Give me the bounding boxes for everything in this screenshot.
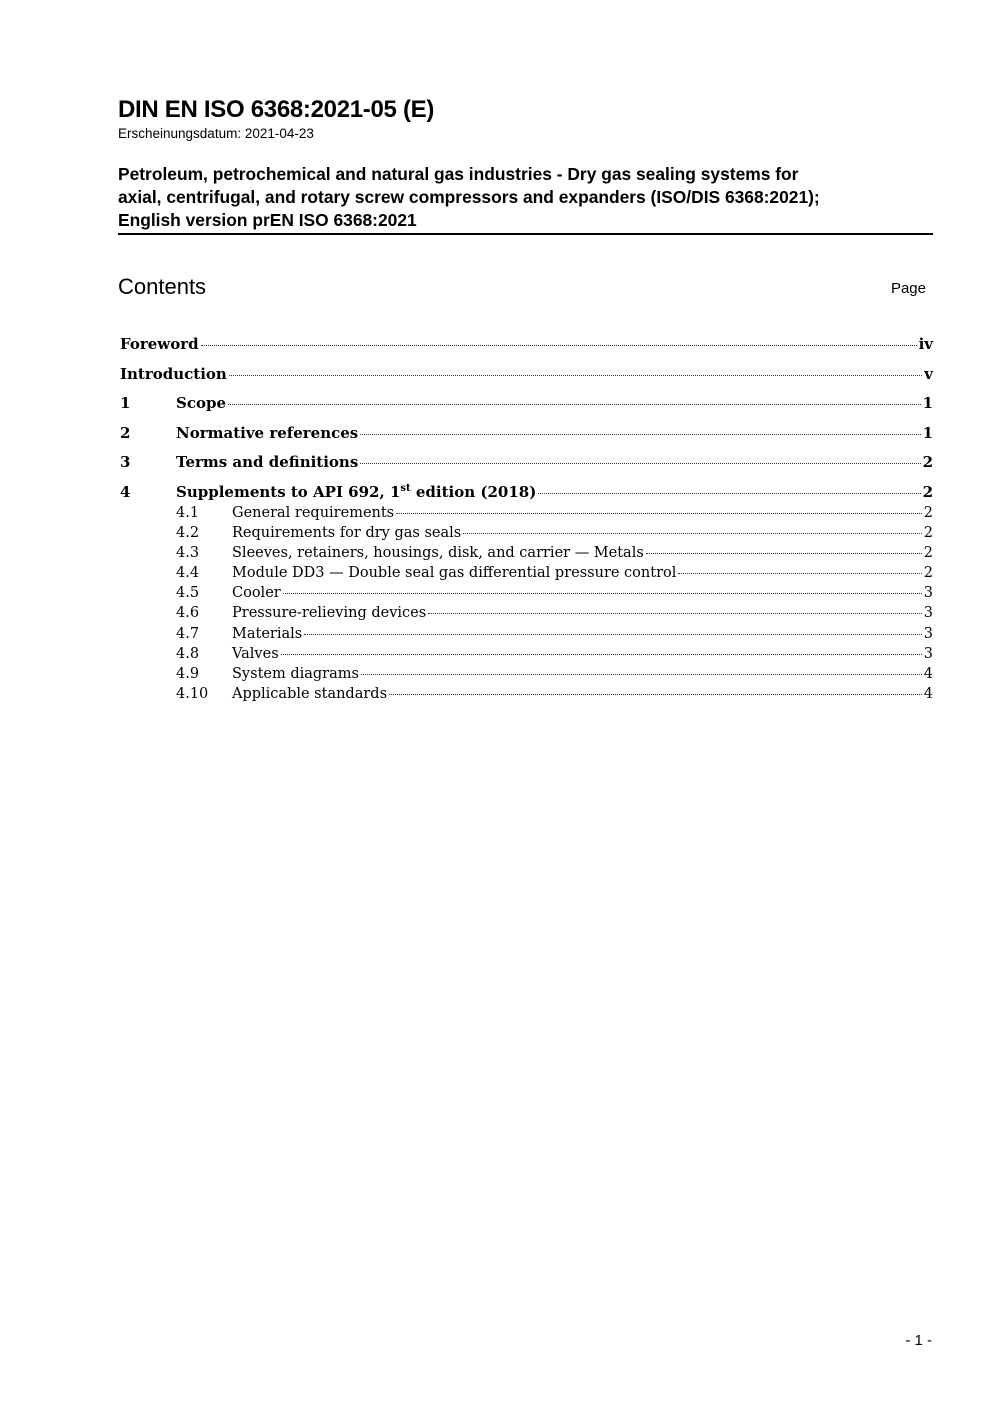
toc-entry-page: 2 <box>923 544 933 561</box>
page-number: - 1 - <box>905 1332 932 1349</box>
toc-leader-dots <box>281 653 922 655</box>
toc-leader-dots <box>361 673 922 675</box>
toc-entry-page: 1 <box>922 423 933 442</box>
toc-entry-label: Scope <box>176 394 227 412</box>
toc-entry-page: 2 <box>923 524 933 541</box>
toc-entry-page: 3 <box>923 605 933 622</box>
toc-entry-page: 2 <box>922 482 933 501</box>
toc-entry-label: Module DD3 — Double seal gas differential pressure control <box>232 565 677 582</box>
toc-entry-page: 4 <box>923 666 933 682</box>
title-line: Petroleum, petrochemical and natural gas industries - Dry gas sealing systems for <box>118 164 799 184</box>
page-column-label: Page <box>890 280 926 297</box>
toc-entry-introduction[interactable] <box>120 363 933 393</box>
toc-entry-scope[interactable] <box>120 392 933 422</box>
toc-entry-terms-and-definitions[interactable] <box>120 451 933 481</box>
toc-entry-page: 2 <box>923 565 933 582</box>
toc-entry-label: Introduction <box>120 364 227 383</box>
toc-subentry-4-9[interactable] <box>120 664 933 684</box>
title-line: English version prEN ISO 6368:2021 <box>118 210 417 230</box>
toc-entry-label: Normative references <box>176 423 359 442</box>
toc-subentry-4-3[interactable] <box>120 543 933 563</box>
toc-entry-label: Requirements for dry gas seals <box>232 524 462 541</box>
toc-subentry-4-5[interactable] <box>120 583 933 603</box>
toc-leader-dots <box>389 693 922 695</box>
toc-entry-number: 4.8 <box>176 645 200 662</box>
toc-entry-page: 2 <box>923 504 933 521</box>
toc-entry-label: Applicable standards <box>232 686 388 703</box>
toc-entry-number: 4.4 <box>176 565 200 582</box>
toc-entry-label: Valves <box>232 645 279 662</box>
toc-subentry-4-4[interactable] <box>120 563 933 583</box>
toc-entry-page: 3 <box>923 585 933 602</box>
toc-entry-label: Pressure-relieving devices <box>232 605 427 622</box>
toc-entry-page: 2 <box>922 453 933 471</box>
toc-subentry-4-8[interactable] <box>120 644 933 664</box>
toc-subentry-4-1[interactable] <box>120 503 933 523</box>
toc-entry-number: 3 <box>120 453 131 471</box>
toc-subentry-4-2[interactable] <box>120 523 933 543</box>
toc-entry-page: 4 <box>923 686 933 703</box>
toc-entry-number: 4.9 <box>176 666 200 682</box>
toc-leader-dots <box>304 633 922 635</box>
toc-entry-number: 4.3 <box>176 544 200 561</box>
toc-leader-dots <box>360 462 920 464</box>
title-line: axial, centrifugal, and rotary screw compressors and expanders (ISO/DIS 6368:2021); <box>118 187 820 207</box>
toc-leader-dots <box>428 612 922 614</box>
toc-entry-number: 4.5 <box>176 585 200 602</box>
toc-leader-dots <box>201 344 917 346</box>
publication-date: Erscheinungsdatum: 2021-04-23 <box>118 126 314 141</box>
toc-entry-page: v <box>924 364 933 383</box>
toc-entry-label: Cooler <box>232 585 281 602</box>
toc-entry-label: Materials <box>232 625 303 642</box>
toc-leader-dots <box>283 592 922 594</box>
toc-leader-dots <box>538 492 920 494</box>
toc-entry-number: 4.10 <box>176 686 209 703</box>
toc-entry-number: 4.2 <box>176 524 200 541</box>
toc-entry-normative-references[interactable] <box>120 422 933 452</box>
toc-entry-number: 2 <box>120 423 131 442</box>
table-of-contents <box>120 333 933 704</box>
contents-heading: Contents <box>118 274 207 299</box>
document-title <box>118 163 933 235</box>
toc-entry-number: 4.1 <box>176 504 200 521</box>
toc-entry-number: 1 <box>120 394 131 412</box>
toc-leader-dots <box>360 433 920 435</box>
toc-entry-page: 3 <box>923 625 933 642</box>
toc-subentry-4-7[interactable] <box>120 624 933 644</box>
toc-entry-page: iv <box>918 335 933 353</box>
toc-entry-label: General requirements <box>232 504 395 521</box>
toc-entry-number: 4.6 <box>176 605 200 622</box>
toc-leader-dots <box>678 572 921 574</box>
toc-leader-dots <box>229 374 922 376</box>
toc-subentry-4-10[interactable] <box>120 684 933 704</box>
toc-entry-label: Sleeves, retainers, housings, disk, and carrier — Metals <box>232 544 644 561</box>
toc-entry-label: Foreword <box>120 335 199 353</box>
toc-entry-label: Supplements to API 692, 1st edition (2018) <box>176 482 537 501</box>
toc-entry-number: 4.7 <box>176 625 200 642</box>
document-id: DIN EN ISO 6368:2021-05 (E) <box>118 96 435 123</box>
toc-leader-dots <box>228 403 921 405</box>
toc-entry-number: 4 <box>120 482 131 501</box>
toc-entry-foreword[interactable] <box>120 333 933 363</box>
toc-subentry-4-6[interactable] <box>120 603 933 623</box>
toc-leader-dots <box>646 552 922 554</box>
toc-entry-supplements[interactable] <box>120 481 933 503</box>
toc-entry-page: 3 <box>923 645 933 662</box>
toc-entry-label: System diagrams <box>232 666 359 682</box>
toc-leader-dots <box>463 532 922 534</box>
toc-entry-page: 1 <box>922 394 933 412</box>
toc-leader-dots <box>396 512 922 514</box>
toc-entry-label: Terms and definitions <box>176 453 359 471</box>
